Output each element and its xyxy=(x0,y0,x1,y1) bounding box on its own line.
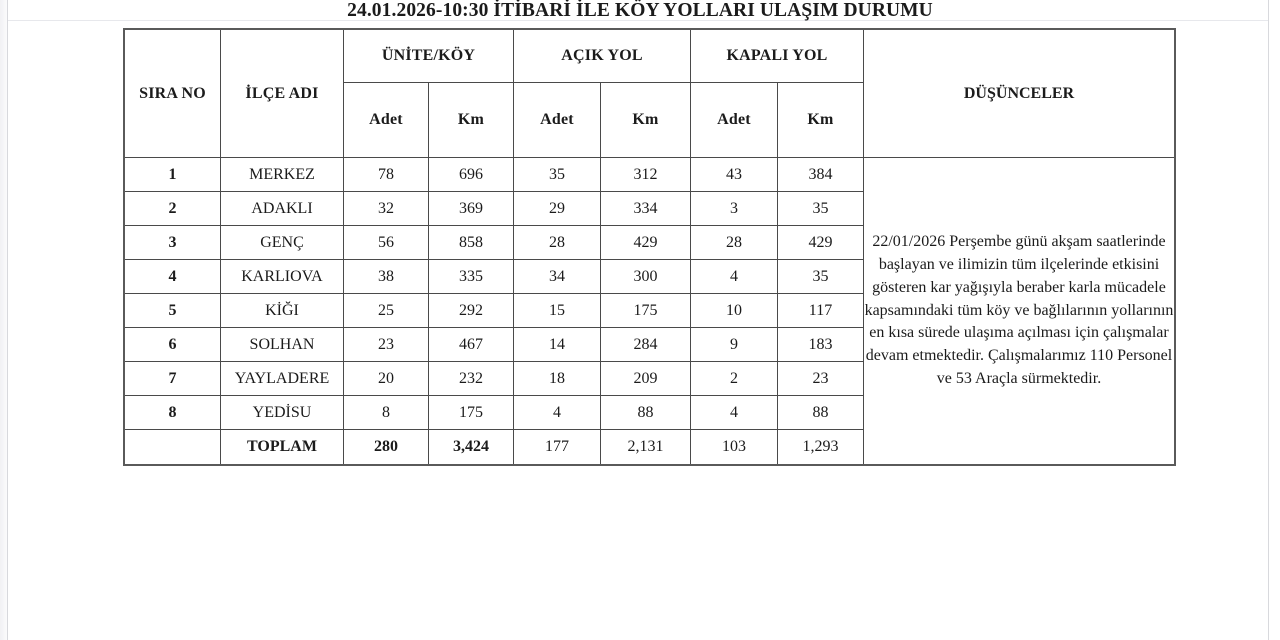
page-left-rail xyxy=(7,0,8,640)
cell-ilce-adi: GENÇ xyxy=(221,226,344,260)
cell-acik-adet: 18 xyxy=(514,362,601,396)
cell-kapali-km: 23 xyxy=(778,362,864,396)
cell-total-acik-adet: 177 xyxy=(514,430,601,465)
cell-unite-adet: 25 xyxy=(344,294,429,328)
column-header-acik-adet: Adet xyxy=(514,83,601,158)
cell-acik-km: 300 xyxy=(601,260,691,294)
cell-acik-km: 175 xyxy=(601,294,691,328)
cell-unite-km: 369 xyxy=(429,192,514,226)
cell-sira-no: 8 xyxy=(125,396,221,430)
cell-kapali-km: 88 xyxy=(778,396,864,430)
cell-kapali-km: 183 xyxy=(778,328,864,362)
cell-total-acik-km: 2,131 xyxy=(601,430,691,465)
cell-unite-km: 858 xyxy=(429,226,514,260)
cell-total-label: TOPLAM xyxy=(221,430,344,465)
cell-unite-adet: 32 xyxy=(344,192,429,226)
cell-kapali-km: 429 xyxy=(778,226,864,260)
cell-kapali-km: 35 xyxy=(778,260,864,294)
cell-unite-km: 467 xyxy=(429,328,514,362)
cell-unite-adet: 20 xyxy=(344,362,429,396)
cell-acik-km: 88 xyxy=(601,396,691,430)
cell-unite-adet: 23 xyxy=(344,328,429,362)
cell-acik-km: 429 xyxy=(601,226,691,260)
cell-ilce-adi: KARLIOVA xyxy=(221,260,344,294)
village-roads-table xyxy=(124,29,1175,465)
column-group-header-unite-koy: ÜNİTE/KÖY xyxy=(344,30,514,83)
cell-acik-km: 312 xyxy=(601,158,691,192)
column-header-acik-km: Km xyxy=(601,83,691,158)
page-right-rail xyxy=(1268,0,1269,640)
column-header-kapali-km: Km xyxy=(778,83,864,158)
cell-sira-no: 5 xyxy=(125,294,221,328)
cell-unite-km: 335 xyxy=(429,260,514,294)
cell-sira-no: 4 xyxy=(125,260,221,294)
cell-acik-adet: 35 xyxy=(514,158,601,192)
cell-acik-adet: 14 xyxy=(514,328,601,362)
column-header-kapali-adet: Adet xyxy=(691,83,778,158)
cell-kapali-adet: 43 xyxy=(691,158,778,192)
cell-acik-km: 284 xyxy=(601,328,691,362)
cell-dusunceler-notes xyxy=(864,158,1175,465)
cell-total-kapali-adet: 103 xyxy=(691,430,778,465)
cell-ilce-adi: YEDİSU xyxy=(221,396,344,430)
cell-acik-km: 334 xyxy=(601,192,691,226)
table-body xyxy=(125,158,1175,465)
cell-kapali-km: 384 xyxy=(778,158,864,192)
cell-total-kapali-km: 1,293 xyxy=(778,430,864,465)
column-header-sira-no: SIRA NO xyxy=(125,30,221,158)
page-left-gutter xyxy=(0,0,7,640)
cell-acik-adet: 34 xyxy=(514,260,601,294)
cell-acik-adet: 29 xyxy=(514,192,601,226)
village-roads-table-container xyxy=(124,29,1174,465)
cell-sira-no: 3 xyxy=(125,226,221,260)
cell-kapali-adet: 28 xyxy=(691,226,778,260)
cell-kapali-adet: 9 xyxy=(691,328,778,362)
table-row xyxy=(125,158,1175,192)
cell-kapali-adet: 4 xyxy=(691,396,778,430)
cell-kapali-km: 35 xyxy=(778,192,864,226)
column-group-header-acik-yol: AÇIK YOL xyxy=(514,30,691,83)
cell-acik-adet: 15 xyxy=(514,294,601,328)
cell-acik-adet: 28 xyxy=(514,226,601,260)
column-group-header-kapali-yol: KAPALI YOL xyxy=(691,30,864,83)
cell-unite-km: 175 xyxy=(429,396,514,430)
table-header xyxy=(125,30,1175,158)
cell-unite-km: 696 xyxy=(429,158,514,192)
cell-unite-adet: 38 xyxy=(344,260,429,294)
cell-unite-adet: 78 xyxy=(344,158,429,192)
cell-kapali-adet: 2 xyxy=(691,362,778,396)
cell-kapali-adet: 4 xyxy=(691,260,778,294)
cell-ilce-adi: MERKEZ xyxy=(221,158,344,192)
cell-kapali-adet: 10 xyxy=(691,294,778,328)
cell-unite-adet: 56 xyxy=(344,226,429,260)
cell-ilce-adi: ADAKLI xyxy=(221,192,344,226)
cell-unite-km: 232 xyxy=(429,362,514,396)
cell-total-sira-no xyxy=(125,430,221,465)
cell-kapali-km: 117 xyxy=(778,294,864,328)
cell-kapali-adet: 3 xyxy=(691,192,778,226)
cell-sira-no: 6 xyxy=(125,328,221,362)
cell-acik-km: 209 xyxy=(601,362,691,396)
cell-sira-no: 2 xyxy=(125,192,221,226)
cell-ilce-adi: KİĞI xyxy=(221,294,344,328)
column-header-ilce-adi: İLÇE ADI xyxy=(221,30,344,158)
cell-ilce-adi: YAYLADERE xyxy=(221,362,344,396)
table-header-row-groups xyxy=(125,30,1175,83)
column-header-dusunceler: DÜŞÜNCELER xyxy=(864,30,1175,158)
cell-unite-adet: 8 xyxy=(344,396,429,430)
column-header-unite-km: Km xyxy=(429,83,514,158)
column-header-unite-adet: Adet xyxy=(344,83,429,158)
cell-acik-adet: 4 xyxy=(514,396,601,430)
notes-paragraph: 22/01/2026 Perşembe günü akşam saatlerinde başlayan ve ilimizin tüm ilçelerinde etkisini gösteren kar yağışıyla beraber karla mücadele kapsamındaki tüm köy ve bağlılarının yollarının en kısa sürede ulaşıma açılması için çalışmalar devam etmektedir. Çalışmalarımız 110 Personel ve 53 Araçla sürmektedir. xyxy=(864,233,1174,387)
cell-sira-no: 7 xyxy=(125,362,221,396)
cell-unite-km: 292 xyxy=(429,294,514,328)
cell-sira-no: 1 xyxy=(125,158,221,192)
page-title: 24.01.2026-10:30 İTİBARİ İLE KÖY YOLLARI ULAŞIM DURUMU xyxy=(347,0,933,21)
cell-ilce-adi: SOLHAN xyxy=(221,328,344,362)
cell-total-unite-adet: 280 xyxy=(344,430,429,465)
cell-total-unite-km: 3,424 xyxy=(429,430,514,465)
